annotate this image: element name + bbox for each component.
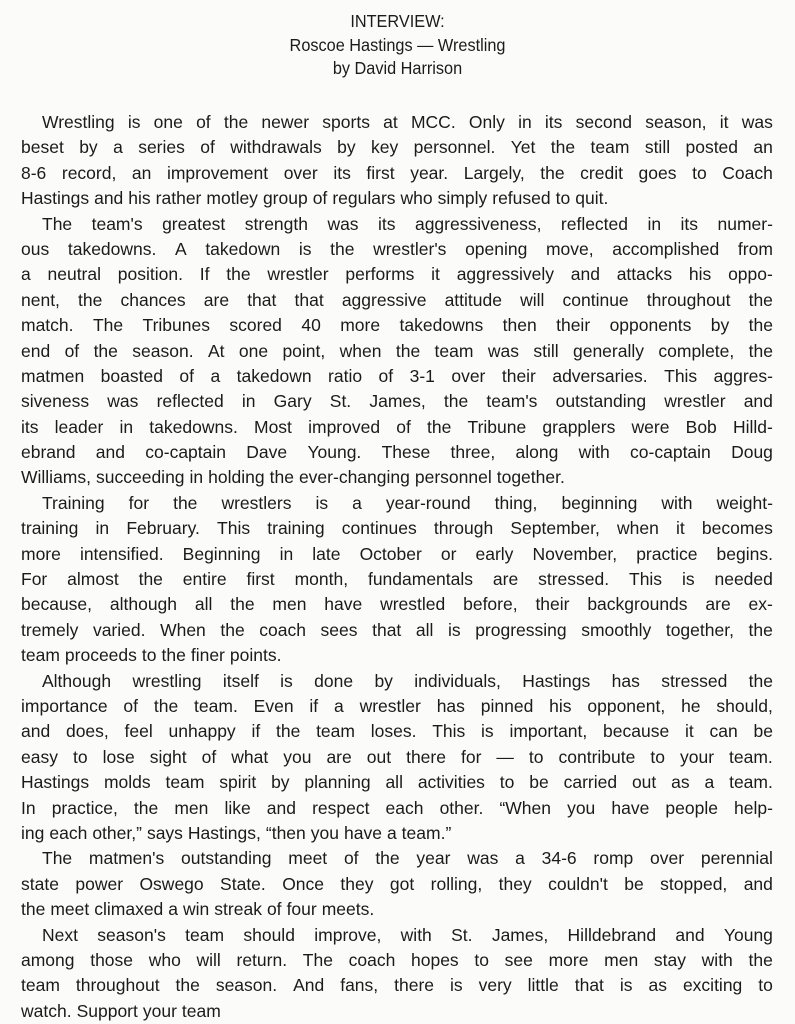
paragraph	[21, 846, 773, 922]
text-line: tremely varied. When the coach sees that all is progressing smoothly together, the	[21, 619, 773, 640]
text-line: For almost the entire first month, fundamentals are stressed. This is needed	[21, 569, 773, 590]
text-line: ebrand and co-captain Dave Young. These three, along with co-captain Doug	[21, 442, 773, 463]
text-line: 8-6 record, an improvement over its first year. Largely, the credit goes to Coach	[21, 162, 773, 183]
text-line: Training for the wrestlers is a year-round thing, beginning with weight-	[42, 492, 773, 513]
text-line: In practice, the men like and respect each other. “When you have people help-	[21, 797, 773, 818]
paragraph	[21, 491, 773, 669]
article-byline: by David Harrison	[332, 58, 463, 78]
paragraph	[21, 212, 773, 491]
text-line: The team's greatest strength was its aggressiveness, reflected in its numer-	[42, 213, 773, 234]
text-line: the meet climaxed a win streak of four meets.	[21, 899, 375, 920]
article-header	[28, 10, 767, 81]
text-line: beset by a series of withdrawals by key personnel. Yet the team still posted an	[21, 137, 773, 158]
text-line: a neutral position. If the wrestler performs it aggressively and attacks his oppo-	[21, 264, 773, 285]
text-line: among those who will return. The coach hopes to see more men stay with the	[21, 949, 773, 970]
text-line: Williams, succeeding in holding the ever-changing personnel together.	[21, 467, 565, 488]
text-line: nent, the chances are that that aggressive attitude will continue throughout the	[21, 289, 773, 310]
article-title: INTERVIEW:	[350, 11, 445, 31]
text-line: state power Oswego State. Once they got rolling, they couldn't be stopped, and	[21, 873, 773, 894]
text-line: training in February. This training continues through September, when it becomes	[21, 518, 773, 539]
paragraph	[21, 669, 773, 847]
paragraph	[21, 110, 773, 212]
text-line: team proceeds to the finer points.	[21, 645, 282, 666]
text-line: and does, feel unhappy if the team loses. This is important, because it can be	[21, 721, 773, 742]
text-line: siveness was reflected in Gary St. James, the team's outstanding wrestler and	[21, 391, 773, 412]
text-line: Next season's team should improve, with St. James, Hilldebrand and Young	[42, 924, 773, 945]
text-line: ous takedowns. A takedown is the wrestler's opening move, accomplished from	[21, 238, 773, 259]
text-line: The matmen's outstanding meet of the year was a 34-6 romp over perennial	[42, 848, 773, 869]
text-line: Wrestling is one of the newer sports at MCC. Only in its second season, it was	[42, 112, 773, 132]
text-line: because, although all the men have wrestled before, their backgrounds are ex-	[21, 594, 773, 615]
paragraph	[21, 923, 773, 1024]
article-subtitle: Roscoe Hastings — Wrestling	[289, 34, 506, 55]
text-line: watch. Support your team	[21, 1000, 221, 1021]
text-line: team throughout the season. And fans, there is very little that is as exciting to	[21, 975, 773, 996]
text-line: matmen boasted of a takedown ratio of 3-1 over their adversaries. This aggres-	[21, 365, 773, 386]
text-line: Hastings and his rather motley group of regulars who simply refused to quit.	[21, 188, 609, 209]
text-line: Although wrestling itself is done by individuals, Hastings has stressed the	[42, 670, 773, 691]
article-body	[21, 110, 773, 1024]
text-line: its leader in takedowns. Most improved of the Tribune grapplers were Bob Hilld-	[21, 416, 773, 437]
text-line: importance of the team. Even if a wrestler has pinned his opponent, he should,	[21, 695, 773, 716]
text-line: Hastings molds team spirit by planning all activities to be carried out as a team.	[21, 772, 773, 793]
text-line: easy to lose sight of what you are out there for — to contribute to your team.	[21, 746, 773, 767]
text-line: match. The Tribunes scored 40 more takedowns then their opponents by the	[21, 315, 773, 336]
text-line: end of the season. At one point, when the team was still generally complete, the	[21, 340, 773, 361]
text-line: more intensified. Beginning in late October or early November, practice begins.	[21, 543, 773, 564]
text-line: ing each other,” says Hastings, “then you have a team.”	[21, 822, 452, 843]
